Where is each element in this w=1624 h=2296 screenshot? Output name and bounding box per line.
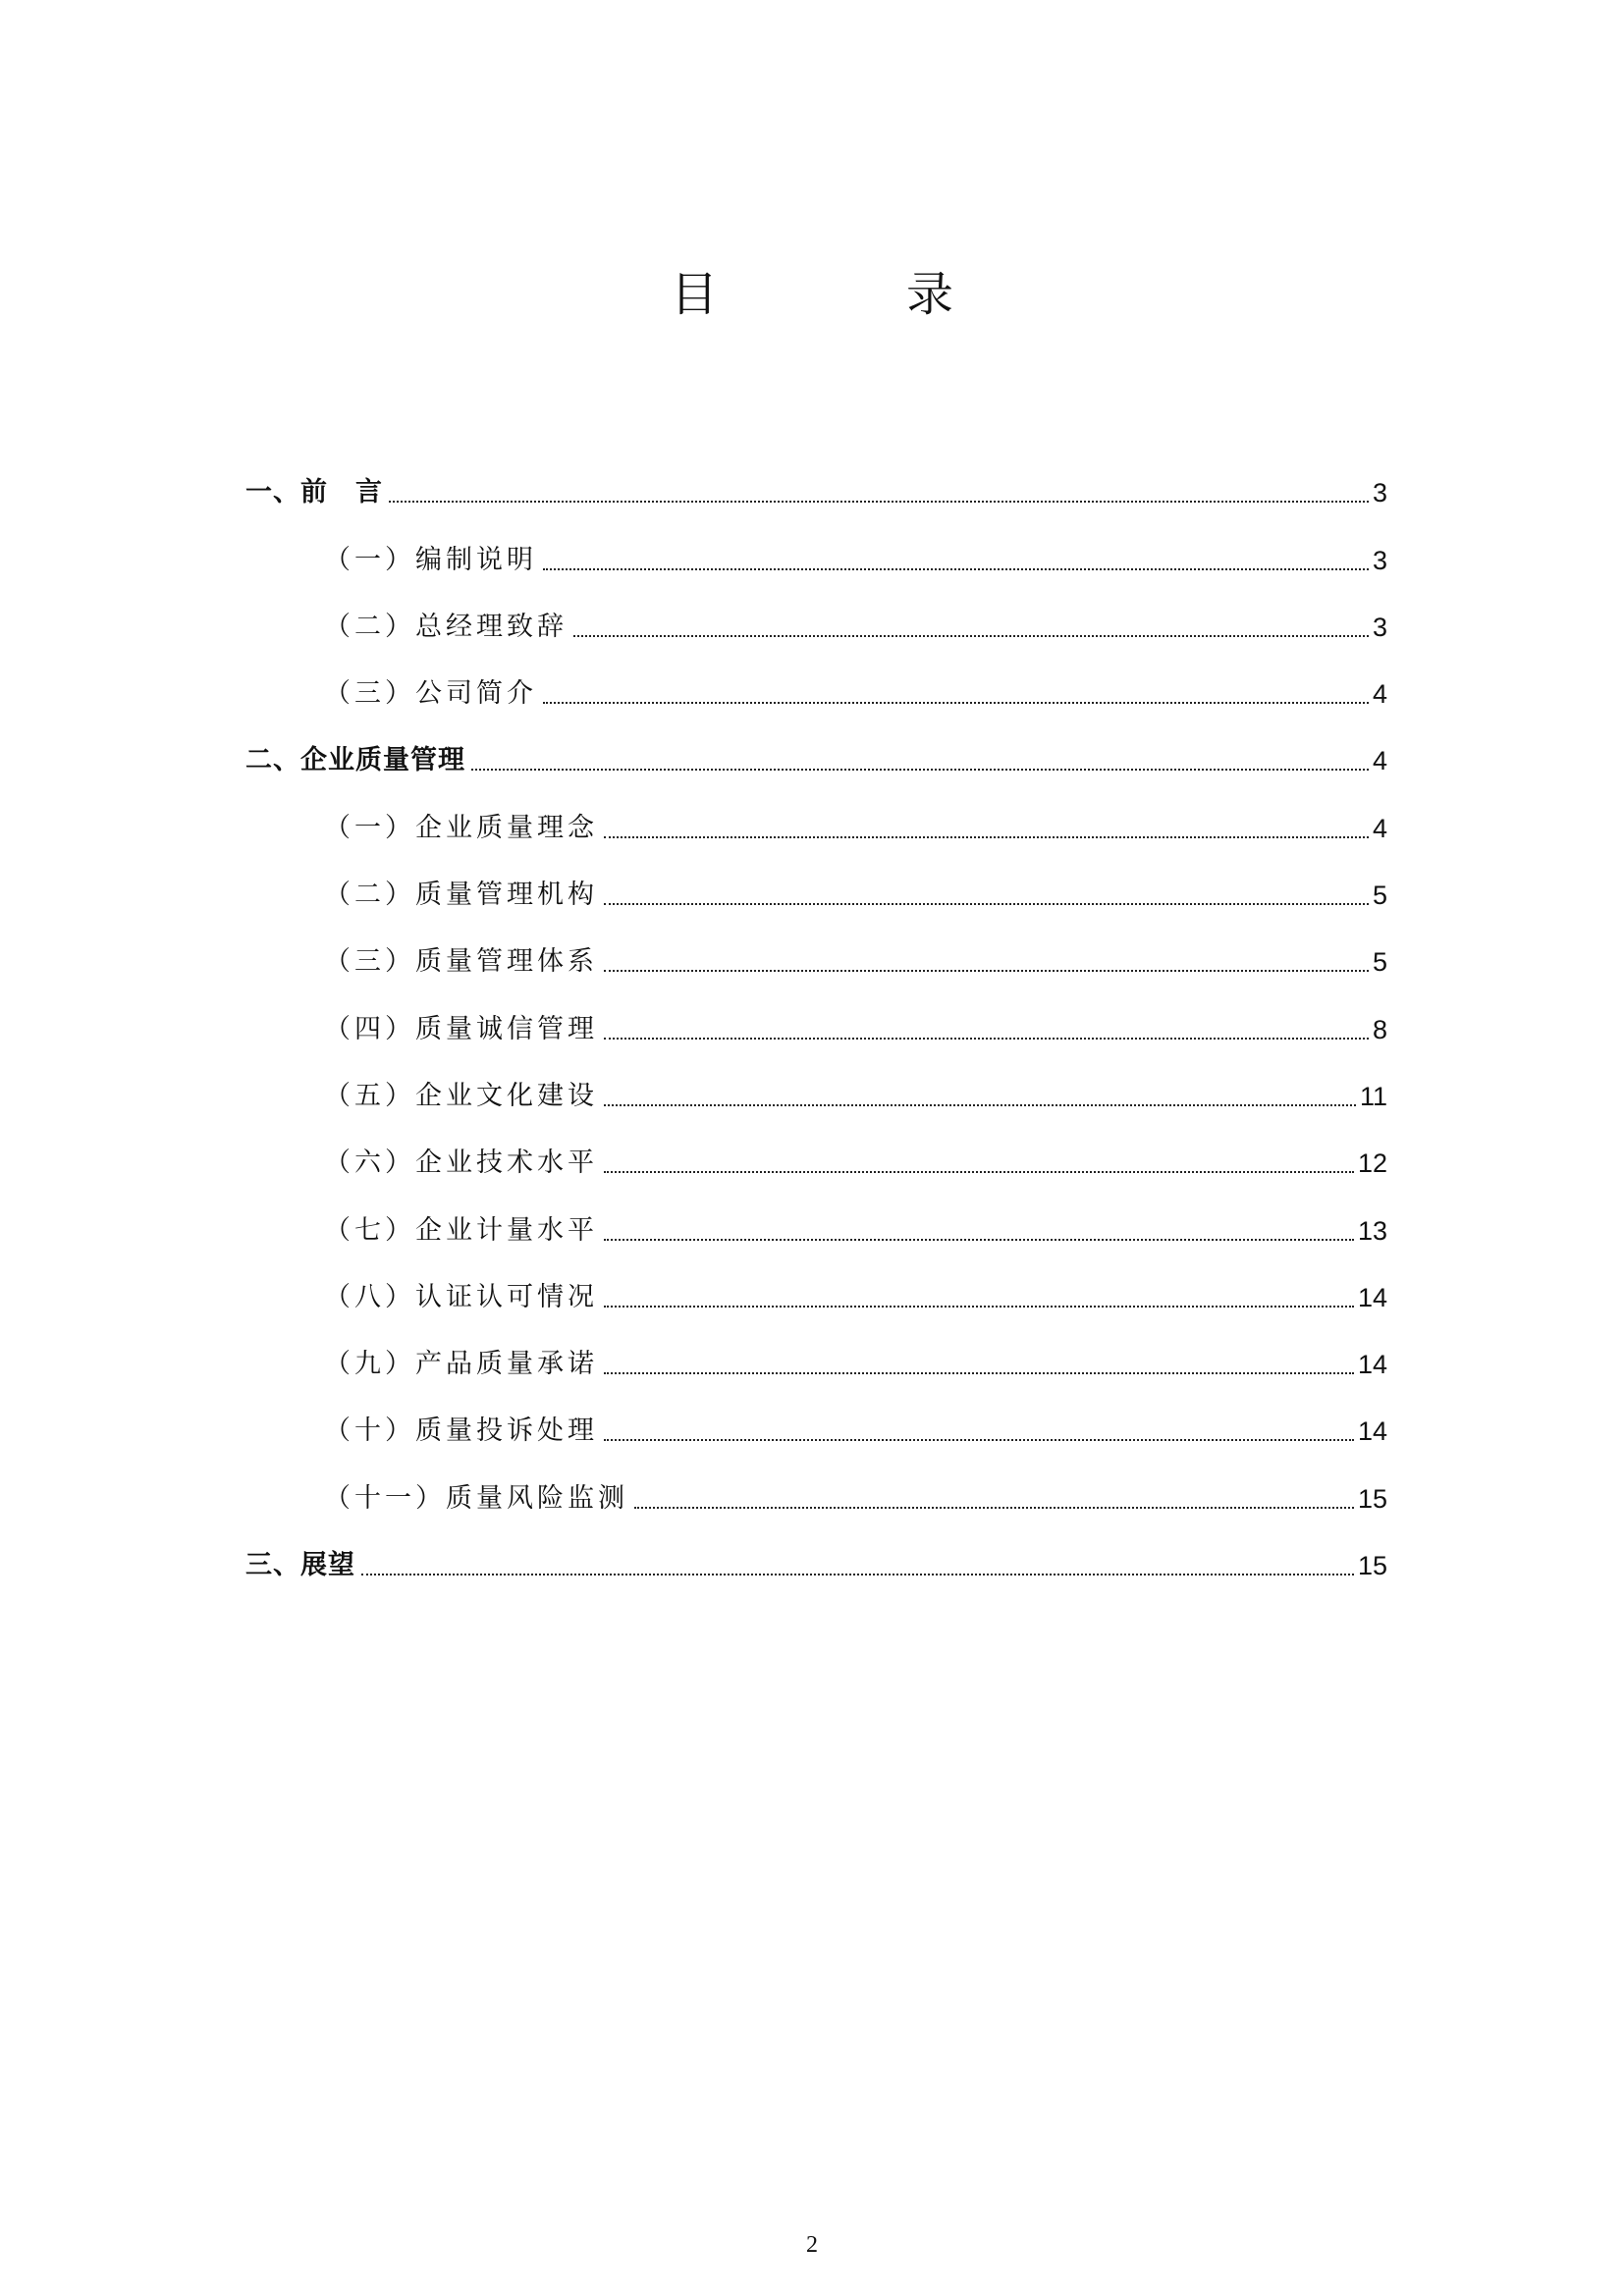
toc-entry-label: （一）编制说明	[324, 544, 537, 575]
toc-entry-page: 3	[1372, 478, 1387, 508]
toc-entry[interactable]	[245, 791, 1387, 858]
toc-entry-label: （四）质量诚信管理	[324, 1013, 598, 1044]
toc-entry-page: 13	[1357, 1215, 1387, 1246]
dot-leader	[543, 568, 1369, 570]
toc-entry-page: 5	[1372, 947, 1387, 978]
toc-entry[interactable]	[245, 992, 1387, 1059]
dot-leader	[604, 970, 1369, 972]
toc-entry-label: （八）认证认可情况	[324, 1281, 598, 1312]
toc-entry-page: 5	[1372, 881, 1387, 911]
dot-leader	[604, 903, 1369, 905]
toc-entry-label: （三）质量管理体系	[324, 946, 598, 978]
toc-entry[interactable]	[245, 1328, 1387, 1395]
dot-leader	[604, 836, 1369, 838]
toc-entry-label: （二）总经理致辞	[324, 611, 568, 642]
toc-entry-page: 14	[1357, 1416, 1387, 1447]
dot-leader	[604, 1372, 1354, 1374]
toc-entry[interactable]	[245, 1127, 1387, 1194]
dot-leader	[604, 1038, 1369, 1040]
toc-entry-page: 12	[1357, 1148, 1387, 1179]
toc-entry[interactable]	[245, 523, 1387, 590]
toc-title: 目 录	[670, 267, 1024, 322]
dot-leader	[634, 1507, 1354, 1509]
dot-leader	[604, 1171, 1354, 1173]
dot-leader	[543, 702, 1369, 704]
toc-entry-page: 8	[1372, 1014, 1387, 1044]
toc-entry[interactable]	[245, 658, 1387, 724]
toc-entry-page: 14	[1357, 1282, 1387, 1312]
dot-leader	[604, 1239, 1354, 1241]
dot-leader	[389, 501, 1369, 503]
toc-entry-page: 3	[1372, 612, 1387, 642]
toc-entry-label: （十）质量投诉处理	[324, 1415, 598, 1447]
toc-entry-label: （十一）质量风险监测	[324, 1482, 628, 1514]
toc-entry-page: 4	[1372, 746, 1387, 776]
toc-entry-page: 15	[1357, 1483, 1387, 1514]
toc-entry[interactable]	[245, 859, 1387, 926]
toc-entry[interactable]	[245, 1462, 1387, 1528]
toc-entry-page: 11	[1359, 1081, 1387, 1111]
toc-entry[interactable]	[245, 724, 1387, 791]
table-of-contents	[245, 456, 1387, 1596]
toc-entry-label: 二、企业质量管理	[245, 745, 465, 776]
toc-entry-label: （二）质量管理机构	[324, 880, 598, 911]
dot-leader	[604, 1104, 1356, 1106]
toc-entry[interactable]	[245, 1194, 1387, 1260]
dot-leader	[604, 1306, 1354, 1308]
toc-entry-page: 14	[1357, 1350, 1387, 1380]
toc-entry-page: 15	[1357, 1551, 1387, 1581]
dot-leader	[471, 769, 1369, 771]
toc-entry-label: （一）企业质量理念	[324, 812, 598, 843]
toc-entry[interactable]	[245, 1395, 1387, 1462]
toc-entry-label: （三）公司简介	[324, 678, 537, 710]
dot-leader	[361, 1574, 1354, 1575]
dot-leader	[604, 1439, 1354, 1441]
toc-entry[interactable]	[245, 1261, 1387, 1328]
toc-entry-page: 3	[1372, 545, 1387, 575]
dot-leader	[573, 635, 1369, 637]
toc-entry-label: （九）产品质量承诺	[324, 1349, 598, 1380]
toc-entry-page: 4	[1372, 813, 1387, 843]
toc-entry[interactable]	[245, 926, 1387, 992]
toc-entry[interactable]	[245, 1060, 1387, 1127]
toc-entry[interactable]	[245, 1529, 1387, 1596]
toc-entry-label: 三、展望	[245, 1550, 355, 1581]
toc-entry-label: （六）企业技术水平	[324, 1148, 598, 1179]
toc-entry-page: 4	[1372, 679, 1387, 710]
toc-entry-label: （五）企业文化建设	[324, 1080, 598, 1111]
toc-entry[interactable]	[245, 591, 1387, 658]
toc-entry-label: 一、前 言	[245, 477, 383, 508]
toc-entry-label: （七）企业计量水平	[324, 1214, 598, 1246]
page-number: 2	[806, 2232, 818, 2258]
toc-entry[interactable]	[245, 456, 1387, 523]
